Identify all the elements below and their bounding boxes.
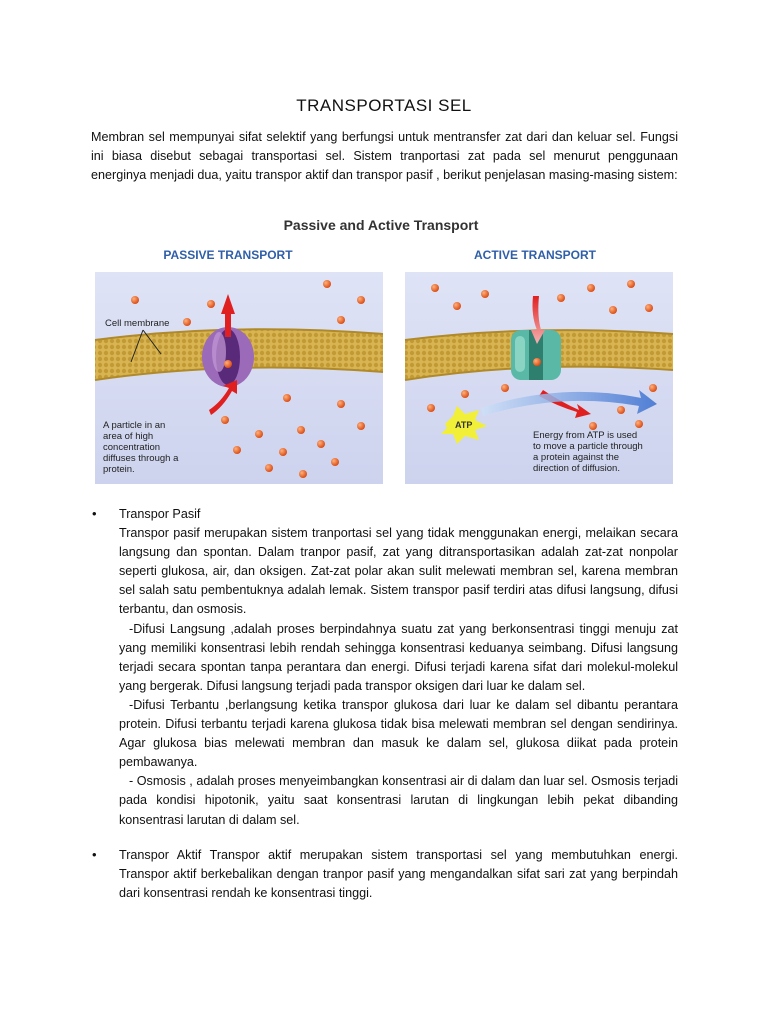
active-panel: [405, 248, 673, 484]
active-caption-line: Energy from ATP is used: [533, 430, 638, 441]
active-caption-line: direction of diffusion.: [533, 463, 620, 474]
list-item-active: [119, 846, 678, 903]
difusi-terbantu-paragraph: -Difusi Terbantu ,berlangsung ketika transpor glukosa dari luar ke dalam sel dibantu perantara protein. Difusi terbantu terjadi karena glukosa tidak bisa melewati membran sel dengan sendirinya. Agar glukosa bias melewati membran dan masuk ke dalam sel, glukosa diikat pada protein pembawanya.: [119, 697, 678, 770]
active-body: Transpor Aktif Transpor aktif merupakan sistem transportasi sel yang membutuhkan energi. Transpor aktif berkebalikan dengan tranpor pasif yang mengandalkan sifat sari zat yang berpindah dari konsentrasi rendah ke konsentrasi tinggi.: [119, 848, 678, 901]
active-caption-line: to move a particle through: [533, 441, 643, 452]
transport-figure: [91, 212, 678, 487]
difusi-langsung-paragraph: -Difusi Langsung ,adalah proses berpindahnya suatu zat yang berkonsentrasi tinggi menuju zat yang memiliki konsentrasi lebih rendah sehingga konsentrasi keduanya seimbang. Difusi langsung terjadi secara spontan tanpa perantara dan energi. Difusi terjadi karena sifat dari molekul-molekul yang bergerak. Difusi langsung terjadi pada transpor oksigen dari luar ke dalam sel.: [119, 621, 678, 693]
cell-membrane-label: Cell membrane: [105, 318, 170, 329]
bullet-icon: •: [92, 847, 97, 862]
active-transport-label: ACTIVE TRANSPORT: [473, 248, 597, 262]
passive-transport-label: PASSIVE TRANSPORT: [163, 248, 293, 262]
passive-caption-line: diffuses through a: [103, 453, 179, 464]
passive-caption-line: area of high: [103, 431, 154, 442]
passive-panel: [95, 248, 383, 484]
passive-caption-line: concentration: [103, 442, 161, 453]
passive-heading: Transpor Pasif: [119, 507, 201, 521]
bullet-icon: •: [92, 506, 97, 521]
page-title: TRANSPORTASI SEL: [296, 96, 472, 115]
list-item-passive: [119, 505, 678, 830]
osmosis-paragraph: - Osmosis , adalah proses menyeimbangkan konsentrasi air di dalam dan luar sel. Osmosis terjadi pada kondisi hipotonik, yaitu saat konsentrasi larutan di lingkungan lebih pekat dibanding konsentrasi larutan di dalam sel.: [119, 774, 678, 827]
figure-title: Passive and Active Transport: [283, 217, 479, 233]
passive-caption-line: A particle in an: [103, 420, 166, 431]
passive-body: Transpor pasif merupakan sistem tranportasi sel yang tidak menggunakan energi, melaikan secara langsung dan spontan. Dalam tranpor pasif, zat yang ditransportasikan adalah zat-zat nonpolar seperti glukosa, air, dan oksigen. Zat-zat polar akan sulit melewati membran sel, karena membran sel salah satu pembentuknya adalah lemak. Sistem transpor pasif terdiri atas difusi langsung, difusi terbantu, dan osmosis.: [119, 526, 678, 617]
atp-label: ATP: [455, 420, 473, 430]
transport-diagram: [91, 212, 678, 487]
active-caption-line: a protein against the: [533, 452, 620, 463]
intro-paragraph: Membran sel mempunyai sifat selektif yang berfungsi untuk mentransfer zat dari dan keluar sel. Fungsi ini biasa disebut sebagai transportasi sel. Sistem tranportasi zat pada sel menurut penggunaan energinya menjadi dua, yaitu transpor aktif dan transpor pasif , berikut penjelasan masing-masing sistem:: [91, 130, 678, 183]
passive-caption-line: protein.: [103, 464, 135, 475]
